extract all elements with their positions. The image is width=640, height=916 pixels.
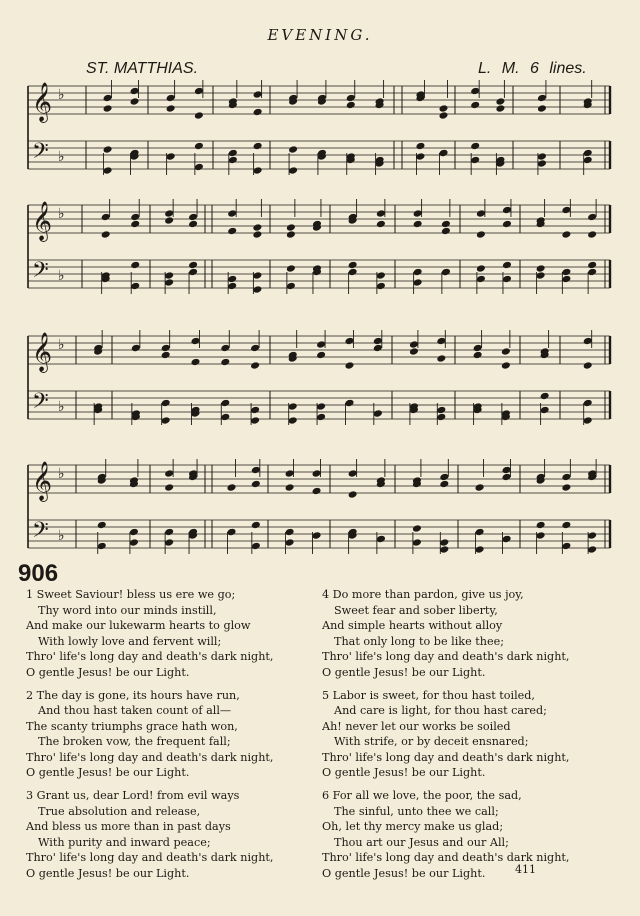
note-head xyxy=(285,483,295,492)
meter-label: L. M. 6 lines. xyxy=(478,60,587,77)
stanza-line: Oh, let thy mercy make us glad; xyxy=(322,820,504,833)
note-head xyxy=(252,230,262,239)
note-head xyxy=(470,142,480,151)
note-head xyxy=(288,145,298,154)
note-head xyxy=(312,487,322,496)
note-head xyxy=(439,545,449,554)
note-head xyxy=(373,409,383,418)
page-number: 411 xyxy=(515,863,536,876)
note-head xyxy=(228,156,238,165)
stanza-line: O gentle Jesus! be our Light. xyxy=(26,866,190,880)
note-head xyxy=(103,145,113,154)
note-head xyxy=(220,399,230,408)
note-head xyxy=(536,521,546,530)
stanza-line: Thro' life's long day and death's dark night, xyxy=(26,851,274,864)
note-head xyxy=(470,156,480,165)
note-head xyxy=(376,271,386,280)
note-head xyxy=(476,209,486,218)
flat-icon: ♭ xyxy=(58,399,65,415)
stanza-column-right xyxy=(322,587,622,889)
bass-clef: 𝄢 xyxy=(32,258,49,288)
note-head xyxy=(348,490,358,499)
note-head xyxy=(285,538,295,547)
note-head xyxy=(164,483,174,492)
note-head xyxy=(253,90,263,99)
note-head xyxy=(131,344,141,353)
note-head xyxy=(227,227,237,236)
stanza-line: And bless us more than in past days xyxy=(26,820,231,833)
note-head xyxy=(129,538,139,547)
note-head xyxy=(376,535,386,544)
note-head xyxy=(130,220,140,229)
note-head xyxy=(227,209,237,218)
note-head xyxy=(188,261,198,270)
stanza-2 xyxy=(26,688,326,781)
note-head xyxy=(190,358,200,367)
note-head xyxy=(561,473,571,482)
note-head xyxy=(583,416,593,425)
note-head xyxy=(561,521,571,530)
stanza-line: 5 Labor is sweet, for thou hast toiled, xyxy=(322,688,535,702)
note-head xyxy=(441,220,451,229)
note-head xyxy=(227,275,237,284)
note-head xyxy=(441,227,451,236)
note-head xyxy=(346,94,356,103)
stanza-line: Thro' life's long day and death's dark night, xyxy=(26,750,274,764)
note-head xyxy=(97,521,107,530)
note-head xyxy=(194,142,204,151)
note-head xyxy=(501,347,511,356)
note-head xyxy=(537,104,547,113)
note-head xyxy=(540,392,550,401)
note-head xyxy=(561,206,571,215)
note-head xyxy=(220,358,230,367)
note-head xyxy=(312,531,322,540)
stanza-line: And care is light, for thou hast cared; xyxy=(334,704,547,717)
note-head xyxy=(164,271,174,280)
stanza-line: The scanty triumphs grace hath won, xyxy=(26,719,238,733)
treble-clef: 𝄞 xyxy=(32,332,53,372)
note-head xyxy=(540,406,550,415)
note-head xyxy=(583,399,593,408)
note-head xyxy=(536,264,546,273)
note-head xyxy=(436,406,446,415)
note-head xyxy=(130,97,140,106)
note-head xyxy=(502,535,512,544)
stanza-3 xyxy=(26,788,326,881)
note-head xyxy=(286,230,296,239)
stanza-line: O gentle Jesus! be our Light. xyxy=(322,866,486,880)
note-head xyxy=(253,166,263,175)
note-head xyxy=(316,340,326,349)
note-head xyxy=(439,473,449,482)
note-head xyxy=(583,361,593,370)
note-head xyxy=(561,483,571,492)
note-head xyxy=(587,268,597,277)
note-head xyxy=(502,220,512,229)
note-head xyxy=(537,94,547,103)
note-head xyxy=(164,528,174,537)
stanza-line: Thro' life's long day and death's dark night, xyxy=(322,851,570,864)
note-head xyxy=(348,469,358,478)
note-head xyxy=(476,264,486,273)
stanza-line: Thro' life's long day and death's dark night, xyxy=(322,650,570,663)
note-head xyxy=(502,261,512,270)
treble-clef: 𝄞 xyxy=(32,201,53,241)
note-head xyxy=(220,413,230,422)
note-head xyxy=(316,402,326,411)
note-head xyxy=(413,278,423,287)
note-head xyxy=(470,101,480,110)
note-head xyxy=(250,344,260,353)
note-head xyxy=(587,261,597,270)
note-head xyxy=(537,159,547,168)
note-head xyxy=(415,142,425,151)
note-head xyxy=(439,480,449,489)
stanza-line: Ah! never let our works be soiled xyxy=(322,719,511,733)
note-head xyxy=(194,111,204,120)
stanza-line: Thro' life's long day and death's dark night, xyxy=(26,650,274,663)
tune-name: ST. MATTHIAS. xyxy=(86,60,199,77)
note-head xyxy=(587,545,597,554)
stanza-line: Thro' life's long day and death's dark night, xyxy=(322,750,570,764)
note-head xyxy=(316,351,326,360)
note-head xyxy=(286,282,296,291)
note-head xyxy=(286,223,296,232)
flat-icon: ♭ xyxy=(58,528,65,544)
note-head xyxy=(188,220,198,229)
note-head xyxy=(251,480,261,489)
note-head xyxy=(537,152,547,161)
note-head xyxy=(439,149,449,158)
note-head xyxy=(253,108,263,117)
note-head xyxy=(166,104,176,113)
stanza-line: Sweet fear and sober liberty, xyxy=(334,603,498,617)
treble-clef: 𝄞 xyxy=(32,461,53,501)
note-head xyxy=(476,275,486,284)
note-head xyxy=(129,528,139,537)
note-head xyxy=(409,340,419,349)
note-head xyxy=(475,483,485,492)
note-head xyxy=(439,111,449,120)
stanza-line: With strife, or by deceit ensnared; xyxy=(334,735,529,748)
note-head xyxy=(227,528,237,537)
note-head xyxy=(130,213,140,222)
stanza-line: Thy word into our minds instill, xyxy=(38,603,217,617)
note-head xyxy=(561,268,571,277)
note-head xyxy=(312,469,322,478)
hymn-number: 906 xyxy=(18,560,59,587)
note-head xyxy=(285,528,295,537)
note-head xyxy=(561,542,571,551)
note-head xyxy=(587,213,597,222)
note-head xyxy=(103,166,113,175)
note-head xyxy=(228,149,238,158)
note-head xyxy=(470,87,480,96)
note-head xyxy=(502,206,512,215)
note-head xyxy=(583,337,593,346)
bass-clef: 𝄢 xyxy=(32,389,49,419)
note-head xyxy=(166,94,176,103)
note-head xyxy=(252,285,262,294)
stanza-4 xyxy=(322,587,622,680)
stanza-line: And simple hearts without alloy xyxy=(322,619,503,632)
note-head xyxy=(251,466,261,475)
note-head xyxy=(164,209,174,218)
note-head xyxy=(227,483,237,492)
note-head xyxy=(130,87,140,96)
treble-clef: 𝄞 xyxy=(32,82,53,122)
note-head xyxy=(502,466,512,475)
note-head xyxy=(502,275,512,284)
note-head xyxy=(161,416,171,425)
note-head xyxy=(188,213,198,222)
stanza-line: And make our lukewarm hearts to glow xyxy=(26,619,251,632)
note-head xyxy=(288,416,298,425)
note-head xyxy=(441,268,451,277)
note-head xyxy=(250,406,260,415)
stanza-line: With lowly love and fervent will; xyxy=(38,634,222,648)
note-head xyxy=(194,87,204,96)
note-head xyxy=(436,337,446,346)
note-head xyxy=(436,354,446,363)
note-head xyxy=(412,524,422,533)
stanza-line: O gentle Jesus! be our Light. xyxy=(26,665,190,679)
stanza-5 xyxy=(322,688,622,781)
stanza-1 xyxy=(26,587,326,680)
flat-icon: ♭ xyxy=(58,337,65,353)
stanza-line: With purity and inward peace; xyxy=(38,835,211,849)
stanza-line: That only long to be like thee; xyxy=(334,634,504,648)
note-head xyxy=(251,542,261,551)
note-head xyxy=(436,413,446,422)
note-head xyxy=(415,152,425,161)
note-head xyxy=(495,104,505,113)
note-head xyxy=(561,275,571,284)
note-head xyxy=(583,156,593,165)
stanza-line: 2 The day is gone, its hours have run, xyxy=(26,688,240,702)
note-head xyxy=(190,337,200,346)
note-head xyxy=(536,531,546,540)
note-head xyxy=(253,142,263,151)
note-head xyxy=(475,545,485,554)
note-head xyxy=(344,399,354,408)
note-head xyxy=(188,268,198,277)
note-head xyxy=(251,521,261,530)
stanza-line: 6 For all we love, the poor, the sad, xyxy=(322,789,522,802)
flat-icon: ♭ xyxy=(58,87,65,103)
note-head xyxy=(164,538,174,547)
note-head xyxy=(101,213,111,222)
note-head xyxy=(376,209,386,218)
stanza-line: 1 Sweet Saviour! bless us ere we go; xyxy=(26,588,236,601)
stanza-line: The sinful, unto thee we call; xyxy=(334,804,499,818)
note-head xyxy=(130,282,140,291)
note-head xyxy=(316,413,326,422)
note-head xyxy=(285,469,295,478)
flat-icon: ♭ xyxy=(58,466,65,482)
note-head xyxy=(502,473,512,482)
note-head xyxy=(439,104,449,113)
note-head xyxy=(250,416,260,425)
stanza-line: True absolution and release, xyxy=(38,804,201,818)
stanza-6 xyxy=(322,788,622,881)
stanza-column-left xyxy=(26,587,326,889)
stanza-line: The broken vow, the frequent fall; xyxy=(38,735,231,748)
flat-icon: ♭ xyxy=(58,149,65,165)
flat-icon: ♭ xyxy=(58,206,65,222)
stanza-line: O gentle Jesus! be our Light. xyxy=(322,665,486,679)
note-head xyxy=(103,94,113,103)
note-head xyxy=(412,538,422,547)
note-head xyxy=(344,337,354,346)
note-head xyxy=(495,97,505,106)
note-head xyxy=(164,278,174,287)
note-head xyxy=(476,230,486,239)
note-head xyxy=(103,104,113,113)
note-head xyxy=(194,163,204,172)
note-head xyxy=(161,399,171,408)
note-head xyxy=(252,223,262,232)
note-head xyxy=(164,469,174,478)
note-head xyxy=(587,531,597,540)
note-head xyxy=(413,268,423,277)
note-head xyxy=(413,220,423,229)
stanza-line: 3 Grant us, dear Lord! from evil ways xyxy=(26,789,240,802)
note-head xyxy=(252,271,262,280)
note-head xyxy=(376,282,386,291)
note-head xyxy=(373,344,383,353)
note-head xyxy=(161,351,171,360)
note-head xyxy=(373,337,383,346)
note-head xyxy=(97,542,107,551)
bass-clef: 𝄢 xyxy=(32,518,49,548)
note-head xyxy=(288,402,298,411)
stanza-line: And thou hast taken count of all— xyxy=(38,704,232,717)
note-head xyxy=(346,101,356,110)
note-head xyxy=(501,361,511,370)
note-head xyxy=(250,361,260,370)
note-head xyxy=(348,268,358,277)
note-head xyxy=(473,344,483,353)
note-head xyxy=(348,261,358,270)
stanza-line: 4 Do more than pardon, give us joy, xyxy=(322,588,524,601)
note-head xyxy=(166,152,176,161)
stanza-line: Thou art our Jesus and our All; xyxy=(334,835,509,849)
stanza-line: O gentle Jesus! be our Light. xyxy=(322,766,486,779)
note-head xyxy=(583,149,593,158)
note-head xyxy=(344,361,354,370)
note-head xyxy=(376,220,386,229)
page-header: EVENING. xyxy=(267,26,373,44)
note-head xyxy=(587,230,597,239)
note-head xyxy=(286,264,296,273)
flat-icon: ♭ xyxy=(58,268,65,284)
note-head xyxy=(220,344,230,353)
note-head xyxy=(561,230,571,239)
note-head xyxy=(473,351,483,360)
note-head xyxy=(161,344,171,353)
note-head xyxy=(130,261,140,270)
note-head xyxy=(409,347,419,356)
note-head xyxy=(475,528,485,537)
note-head xyxy=(227,282,237,291)
note-head xyxy=(288,166,298,175)
note-head xyxy=(413,209,423,218)
bass-clef: 𝄢 xyxy=(32,139,49,169)
note-head xyxy=(536,271,546,280)
note-head xyxy=(164,216,174,225)
note-head xyxy=(439,538,449,547)
stanza-line: O gentle Jesus! be our Light. xyxy=(26,766,190,779)
note-head xyxy=(101,230,111,239)
